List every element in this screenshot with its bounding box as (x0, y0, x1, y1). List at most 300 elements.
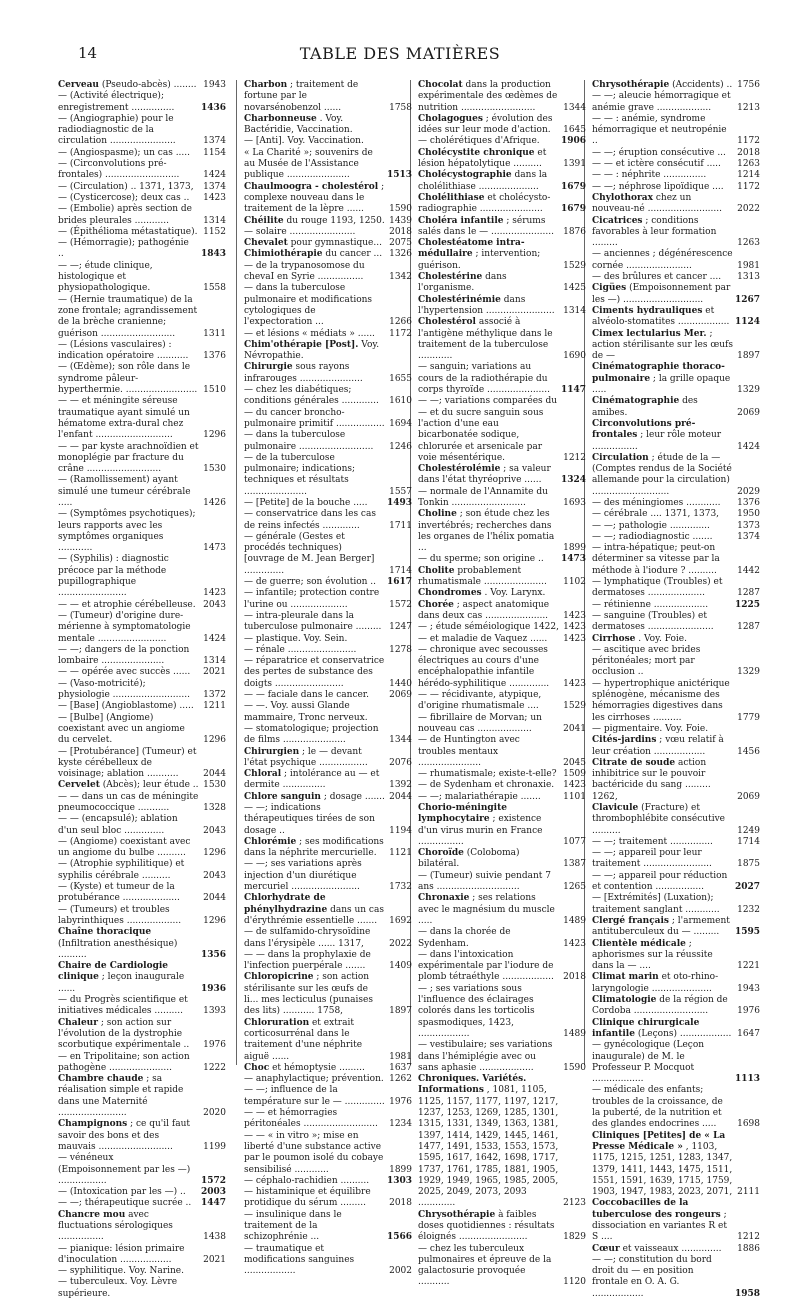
page-reference[interactable]: 1423 (203, 192, 226, 203)
entry-description: associé à l'antigène méthylique dans le traitement de la tuberculose ............ (418, 317, 553, 362)
page-reference[interactable]: 1489 (563, 915, 586, 926)
page-reference[interactable]: 1899 (389, 1164, 412, 1175)
page-reference[interactable]: 1374 (737, 531, 760, 542)
index-entry (58, 148, 226, 159)
page-reference[interactable]: 1311 (203, 328, 226, 339)
entry-description: — [Bulbe] (Angiome) coexistant avec un angiome du cervelet. (58, 712, 185, 746)
page-reference[interactable]: 1829 (563, 1232, 586, 1243)
page-reference[interactable]: 1698 (737, 1119, 760, 1130)
page-reference[interactable]: 2069 (737, 791, 760, 802)
page-reference[interactable]: 2003 (200, 1187, 226, 1198)
page-reference[interactable]: 1617 (386, 577, 412, 588)
page-reference[interactable]: 1263 (737, 159, 760, 170)
page-reference[interactable]: 1101 (563, 791, 586, 802)
entry-text (592, 419, 733, 453)
page-reference[interactable]: 1513 (386, 170, 412, 181)
page-reference[interactable]: 1886 (737, 1243, 760, 1254)
page-reference[interactable]: 1529 (563, 701, 586, 712)
page-reference[interactable]: 1212 (563, 452, 586, 463)
page-reference[interactable]: 2044 (389, 791, 412, 802)
entry-headword: Climat marin (592, 972, 659, 983)
entry-description: — —; constitution du bord droit du — en position frontale en O. A. G. .................. (592, 1254, 712, 1299)
page-reference[interactable]: 1645 (563, 125, 586, 136)
entry-text (58, 792, 199, 815)
index-entry (592, 1198, 760, 1243)
page-reference[interactable]: 1147 (560, 385, 586, 396)
page-reference[interactable]: 1943 (203, 80, 226, 90)
index-entry (592, 498, 760, 509)
page-reference[interactable]: 1423 (563, 678, 586, 689)
entry-text (418, 645, 559, 690)
index-entry (58, 442, 226, 476)
entry-text (244, 792, 385, 803)
page-reference[interactable]: 2044 (203, 769, 226, 780)
page-reference[interactable]: 1423 (563, 780, 586, 791)
page-reference[interactable]: 1509 (563, 769, 586, 780)
page-reference[interactable]: 1590 (563, 1062, 586, 1073)
page-reference[interactable]: 1376 (203, 351, 226, 362)
page-reference[interactable]: 1758 (389, 102, 412, 113)
entry-headword: Cholite (418, 565, 455, 576)
entry-headword: Cholagogues (418, 113, 483, 124)
page-reference[interactable]: 1266 (389, 317, 412, 328)
index-entry (418, 554, 586, 565)
entry-text (58, 362, 199, 396)
page-reference[interactable]: 1875 (737, 859, 760, 870)
page-reference[interactable]: 1424 (737, 441, 760, 452)
page-reference[interactable]: 1172 (737, 136, 760, 147)
page-reference[interactable]: 1373 (737, 520, 760, 531)
entry-text (418, 509, 559, 554)
page-reference[interactable]: 1843 (200, 249, 226, 260)
page-reference[interactable]: 1530 (203, 780, 226, 791)
page-reference[interactable]: 1981 (737, 260, 760, 271)
page-reference[interactable]: 1225 (734, 599, 760, 610)
page-reference[interactable]: 1326 (389, 249, 412, 260)
index-entry (592, 871, 760, 894)
page-reference[interactable]: 1756 (737, 80, 760, 90)
page-reference[interactable]: 1234 (389, 1119, 412, 1130)
page-reference[interactable]: 1906 (560, 136, 586, 147)
page-reference[interactable]: 1287 (737, 622, 760, 633)
index-entry (592, 509, 760, 520)
index-entry (244, 1210, 412, 1244)
page-reference[interactable]: 1329 (737, 667, 760, 678)
entry-description: — —; ses variations après injection d'un diurétique mercuriel ........................ (244, 859, 362, 893)
page-reference[interactable]: 1690 (563, 351, 586, 362)
entry-description: — des méningiomes ............ (592, 497, 721, 508)
entry-description: — — « in vitro »; mise en liberté d'une substance active par le poumon isolé du cobaye sensibilisé ............ (244, 1130, 384, 1175)
entry-description: ; dissociation en variantes R et S .... (592, 1209, 727, 1243)
page-reference[interactable]: 2045 (563, 757, 586, 768)
page-reference[interactable]: 1655 (389, 373, 412, 384)
entry-text (244, 1244, 385, 1278)
page-reference[interactable]: 1424 (203, 170, 226, 181)
entry-description: — —; pathologie .............. (592, 520, 710, 531)
page-reference[interactable]: 1329 (737, 385, 760, 396)
page-reference[interactable]: 1278 (389, 644, 412, 655)
entry-headword: Chloropicrine (244, 972, 314, 983)
entry-headword: Chorée (418, 599, 454, 610)
page-reference[interactable]: 1714 (737, 836, 760, 847)
page-reference[interactable]: 1314 (563, 305, 586, 316)
entry-description: — (Activité électrique); enregistrement ............... (58, 91, 175, 113)
page-reference[interactable]: 1424 (203, 633, 226, 644)
page-reference[interactable]: 1313 (737, 272, 760, 283)
page-reference[interactable]: 1714 (389, 565, 412, 576)
entry-description: ; sérums salés dans le — ...................... (418, 215, 554, 237)
entry-description: — cholérétiques d'Afrique. (418, 136, 540, 147)
page-reference[interactable]: 1572 (200, 1175, 226, 1186)
page-reference[interactable]: 1409 (389, 961, 412, 972)
entry-description: — [Protubérance] (Tumeur) et kyste cérébelleux de voisinage; ablation ........... (58, 746, 197, 780)
page-reference[interactable]: 1376 (737, 497, 760, 508)
page-reference[interactable]: 1897 (389, 1006, 412, 1017)
index-entry (244, 430, 412, 453)
entry-description: — céphalo-rachidien .......... (244, 1175, 370, 1186)
page-reference[interactable]: 1124 (734, 317, 760, 328)
index-entry (244, 1074, 412, 1085)
page-reference[interactable]: 1392 (389, 780, 412, 791)
page-reference[interactable]: 1899 (563, 543, 586, 554)
index-entry (592, 724, 760, 735)
entry-description: chez un nouveau-né .......................... (592, 192, 722, 215)
entry-text (244, 136, 386, 147)
index-entry (418, 634, 586, 645)
entry-headword: Chambre chaude (58, 1074, 144, 1085)
page-reference[interactable]: 1152 (203, 226, 226, 237)
entry-text (592, 170, 733, 181)
page-reference[interactable]: 2018 (389, 1198, 412, 1209)
page-reference[interactable]: 1172 (389, 328, 412, 339)
index-entry (592, 193, 760, 216)
page-reference[interactable]: 2022 (737, 204, 760, 215)
entry-description: — (Hémorragie); pathogénie .. (58, 238, 189, 260)
page-reference[interactable]: 1391 (563, 159, 586, 170)
entry-description: et cholécysto-radiographie ...................... (418, 192, 551, 215)
index-entry (592, 1131, 760, 1199)
page-reference[interactable]: 1566 (386, 1232, 412, 1243)
index-entry (244, 656, 412, 690)
entry-text (58, 340, 199, 363)
entry-description: (Fracture) et thrombophlébite consécutive .......... (592, 803, 725, 836)
entry-text (244, 532, 385, 577)
page-reference[interactable]: 2027 (734, 882, 760, 893)
page-reference[interactable]: 1265 (563, 882, 586, 893)
entry-headword: Chaire de Cardiologie clinique (58, 961, 169, 983)
entry-description: — [Anti]. Voy. Vaccination. (244, 136, 364, 147)
page-reference[interactable]: 2021 (203, 667, 226, 678)
entry-headword: Cinématographie thoraco-pulmonaire (592, 362, 725, 384)
page-reference[interactable]: 1387 (563, 859, 586, 870)
page-reference[interactable]: 1199 (203, 1141, 226, 1152)
index-entry (418, 216, 586, 239)
index-entry (58, 1187, 226, 1198)
entry-description: — —; radiodiagnostic ....... (592, 531, 713, 542)
entry-text (418, 950, 559, 984)
entry-description: — médicale des enfants; troubles de la croissance, de la puberté, de la nutrition et des glandes endocrines ..... (592, 1085, 723, 1130)
page-reference[interactable]: 2020 (203, 1108, 226, 1119)
index-entry (244, 747, 412, 770)
page-reference[interactable]: 1423 (563, 622, 586, 633)
index-entry (418, 769, 586, 780)
index-entry (418, 690, 586, 713)
page-reference[interactable]: 1120 (563, 1277, 586, 1288)
page-reference[interactable]: 1314 (203, 215, 226, 226)
entry-description: action inhibitrice sur le pouvoir bactéricide du sang ......... 1262, (592, 757, 711, 802)
page-reference[interactable]: 1077 (563, 836, 586, 847)
page-reference[interactable]: 1473 (203, 543, 226, 554)
index-entry (592, 1085, 760, 1130)
page-reference[interactable]: 1423 (563, 938, 586, 949)
page-reference[interactable]: 1212 (737, 1232, 760, 1243)
page-reference[interactable]: 2018 (737, 147, 760, 158)
page-reference[interactable]: 1679 (560, 204, 586, 215)
page-reference[interactable]: 1876 (563, 226, 586, 237)
page-reference[interactable]: 1374 (203, 136, 226, 147)
entry-description: . Voy. Bactéridie, Vaccination. (244, 113, 353, 136)
index-entry (58, 837, 226, 860)
page-reference[interactable]: 1473 (560, 554, 586, 565)
entry-description: — rétinienne ................... (592, 599, 709, 610)
entry-description: ; intervention; guérison. (418, 249, 541, 271)
page-reference[interactable]: 1530 (203, 464, 226, 475)
page-reference[interactable]: 2041 (563, 723, 586, 734)
index-entry (418, 464, 586, 487)
index-entry (418, 509, 586, 554)
entry-text (58, 679, 199, 702)
page-reference[interactable]: 1246 (389, 441, 412, 452)
entry-headword: Cholélithiase (418, 192, 485, 203)
page-reference[interactable]: 1247 (389, 622, 412, 633)
page-reference[interactable]: 1393 (203, 1006, 226, 1017)
page-reference[interactable]: 2069 (737, 407, 760, 418)
entry-text (244, 724, 385, 747)
page-reference[interactable]: 1595 (734, 927, 760, 938)
entry-headword: Cholestéatome intra-médullaire (418, 238, 525, 260)
page-reference[interactable]: 1976 (203, 1040, 226, 1051)
index-entry (244, 182, 412, 216)
entry-headword: Chondromes (418, 588, 482, 599)
page-reference[interactable]: 1113 (734, 1074, 760, 1085)
page-reference[interactable]: 1439 (389, 215, 412, 226)
page-reference[interactable]: 1557 (389, 486, 412, 497)
page-reference[interactable]: 1510 (203, 385, 226, 396)
page-reference[interactable]: 1296 (203, 848, 226, 859)
page-reference[interactable]: 1222 (203, 1062, 226, 1073)
index-entry (244, 1244, 412, 1278)
entry-description: — (Syphilis) : diagnostic précoce par la méthode pupillographique ........................ (58, 554, 169, 599)
page-reference[interactable]: 1423 (563, 633, 586, 644)
entry-description: — syphilitique. Voy. Narine. (58, 1266, 184, 1277)
entry-description: — — et hémorragies péritonéales .......................... (244, 1108, 378, 1130)
page-reference[interactable]: 1936 (200, 983, 226, 994)
page-reference[interactable]: 1262 (389, 1074, 412, 1085)
index-entry (244, 362, 412, 385)
page-reference[interactable]: 1342 (389, 272, 412, 283)
page-reference[interactable]: 1102 (563, 577, 586, 588)
entry-description: — pigmentaire. Voy. Foie. (592, 723, 709, 734)
page-reference[interactable]: 1976 (737, 1006, 760, 1017)
page-reference[interactable]: 1287 (737, 588, 760, 599)
index-entry (244, 634, 412, 645)
page-reference[interactable]: 1356 (200, 949, 226, 960)
entry-headword: Chocolat (418, 80, 463, 90)
page-reference[interactable]: 2021 (203, 1254, 226, 1265)
page-reference[interactable]: 1950 (737, 509, 760, 520)
page-reference[interactable]: 1423 (203, 588, 226, 599)
page-reference[interactable]: 1447 (200, 1198, 226, 1209)
page-reference[interactable]: 1693 (563, 497, 586, 508)
entry-text (58, 814, 199, 837)
page-reference[interactable]: 1154 (203, 147, 226, 158)
page-reference[interactable]: 1213 (737, 102, 760, 113)
index-entry (592, 362, 760, 396)
entry-description: dans l'hypertension ........................ (418, 294, 555, 316)
page-reference[interactable]: 1529 (563, 260, 586, 271)
entry-text (244, 1018, 385, 1063)
page-reference[interactable]: 2018 (389, 226, 412, 237)
page-reference[interactable]: 1211 (203, 701, 226, 712)
page-reference[interactable]: 1647 (737, 1028, 760, 1039)
page-reference[interactable]: 2076 (389, 757, 412, 768)
page-reference[interactable]: 1438 (203, 1232, 226, 1243)
entry-text (592, 114, 733, 148)
entry-text (418, 464, 557, 487)
page-reference[interactable]: 1267 (734, 294, 760, 305)
entry-description: — traumatique et modifications sanguines .................. (244, 1243, 355, 1277)
page-reference[interactable]: 1943 (737, 983, 760, 994)
page-reference[interactable]: 1232 (737, 904, 760, 915)
page-reference[interactable]: 1572 (389, 599, 412, 610)
page-reference[interactable]: 1711 (389, 520, 412, 531)
page-reference[interactable]: 1958 (734, 1288, 760, 1299)
entry-text (58, 859, 199, 882)
page-reference[interactable]: 1692 (389, 915, 412, 926)
entry-text (418, 317, 559, 362)
entry-description: dans la production expérimentale des œdèmes de nutrition .......................... (418, 80, 558, 113)
index-entry (58, 679, 226, 702)
page-reference[interactable]: 2075 (389, 238, 412, 249)
index-entry (58, 611, 226, 645)
index-entry (244, 1108, 412, 1131)
page-reference[interactable]: 2029 (737, 486, 760, 497)
page-reference[interactable]: 2043 (203, 825, 226, 836)
entry-text (592, 216, 733, 250)
page-reference[interactable]: 1440 (389, 678, 412, 689)
page-reference[interactable]: 1344 (389, 735, 412, 746)
page-reference[interactable]: 1779 (737, 712, 760, 723)
page-reference[interactable]: 2043 (203, 599, 226, 610)
page-reference[interactable]: 1423 (563, 610, 586, 621)
entry-text (418, 114, 559, 137)
page-reference[interactable]: 1263 (737, 238, 760, 249)
page-reference[interactable]: 1221 (737, 961, 760, 972)
entry-headword: Ciments hydrauliques (592, 305, 703, 316)
page-reference[interactable]: 1172 (737, 181, 760, 192)
page-reference[interactable]: 1296 (203, 915, 226, 926)
page-reference[interactable]: 1249 (737, 825, 760, 836)
index-entry (244, 893, 412, 927)
page-reference[interactable]: 1590 (389, 204, 412, 215)
page-reference[interactable]: 1314 (203, 656, 226, 667)
index-entry (418, 927, 586, 950)
entry-description: ; aphorismes sur la réussite dans la — .... (592, 938, 713, 972)
page-reference[interactable]: 1637 (389, 1062, 412, 1073)
entry-description: — (Œdème); son rôle dans le syndrome pâleur-hyperthermie. ......................... (58, 362, 198, 396)
entry-description: — (Hernie traumatique) de la zone frontale; agrandissement de la brèche cranienne; guérison .......................... (58, 294, 198, 339)
entry-text (58, 554, 199, 599)
page-reference[interactable]: 1296 (203, 735, 226, 746)
page-reference[interactable]: 1558 (203, 283, 226, 294)
entry-headword: Chylothorax (592, 192, 654, 203)
page-reference[interactable]: 1694 (389, 418, 412, 429)
page-reference[interactable]: 1436 (200, 102, 226, 113)
index-entry (418, 871, 586, 894)
page-reference[interactable]: 2111 (737, 1187, 760, 1198)
page-reference[interactable]: 2018 (563, 972, 586, 983)
index-entry (58, 1266, 226, 1277)
page-reference[interactable]: 1426 (203, 497, 226, 508)
page-reference[interactable]: 1897 (737, 351, 760, 362)
page-reference[interactable]: 1493 (386, 497, 412, 508)
page-reference[interactable]: 1732 (389, 882, 412, 893)
page-reference[interactable]: 1456 (737, 746, 760, 757)
page-reference[interactable]: 1214 (737, 170, 760, 181)
entry-description: — du sperme; son origine .. (418, 554, 544, 565)
index-column-3 (418, 80, 586, 1289)
index-entry (58, 882, 226, 905)
entry-text (418, 803, 559, 848)
page-reference[interactable]: 1296 (203, 430, 226, 441)
page-reference[interactable]: 2069 (389, 690, 412, 701)
page-reference[interactable]: 2043 (203, 870, 226, 881)
entry-text (244, 182, 385, 216)
entry-headword: Cholécystite chronique (418, 147, 535, 158)
page-reference[interactable]: 1425 (563, 283, 586, 294)
page-reference[interactable]: 1324 (560, 475, 586, 486)
page-reference[interactable]: 1442 (737, 565, 760, 576)
index-entry (58, 227, 226, 238)
page-reference[interactable]: 1372 (203, 690, 226, 701)
page-reference[interactable]: 1981 (389, 1051, 412, 1062)
page-reference[interactable]: 1374 (203, 181, 226, 192)
page-reference[interactable]: 2002 (389, 1266, 412, 1277)
index-entry (58, 600, 226, 611)
page-reference[interactable]: 2044 (203, 893, 226, 904)
page-reference[interactable]: 1328 (203, 803, 226, 813)
entry-description: ; ce qu'il faut savoir des bons et des mauvais .......................... (58, 1119, 190, 1152)
index-entry (592, 972, 760, 995)
page-reference[interactable]: 1610 (389, 396, 412, 407)
page-reference[interactable]: 1976 (389, 1096, 412, 1107)
index-entry (244, 80, 412, 114)
page-reference[interactable]: 1679 (560, 181, 586, 192)
page-reference[interactable]: 1121 (389, 848, 412, 859)
entry-description: — (Atrophie syphilitique) et syphilis cérébrale .......... (58, 859, 185, 881)
page-reference[interactable]: 2022 (389, 938, 412, 949)
page-reference[interactable]: 1194 (389, 825, 412, 836)
entry-text (592, 159, 733, 170)
index-entry (58, 1052, 226, 1075)
page-reference[interactable]: 2123 (563, 1198, 586, 1209)
index-entry (418, 1244, 586, 1289)
page-reference[interactable]: 1489 (563, 1028, 586, 1039)
index-entry (418, 600, 586, 623)
page-reference[interactable]: 1303 (386, 1175, 412, 1186)
entry-text (58, 927, 197, 961)
page-reference[interactable]: 1344 (563, 102, 586, 113)
